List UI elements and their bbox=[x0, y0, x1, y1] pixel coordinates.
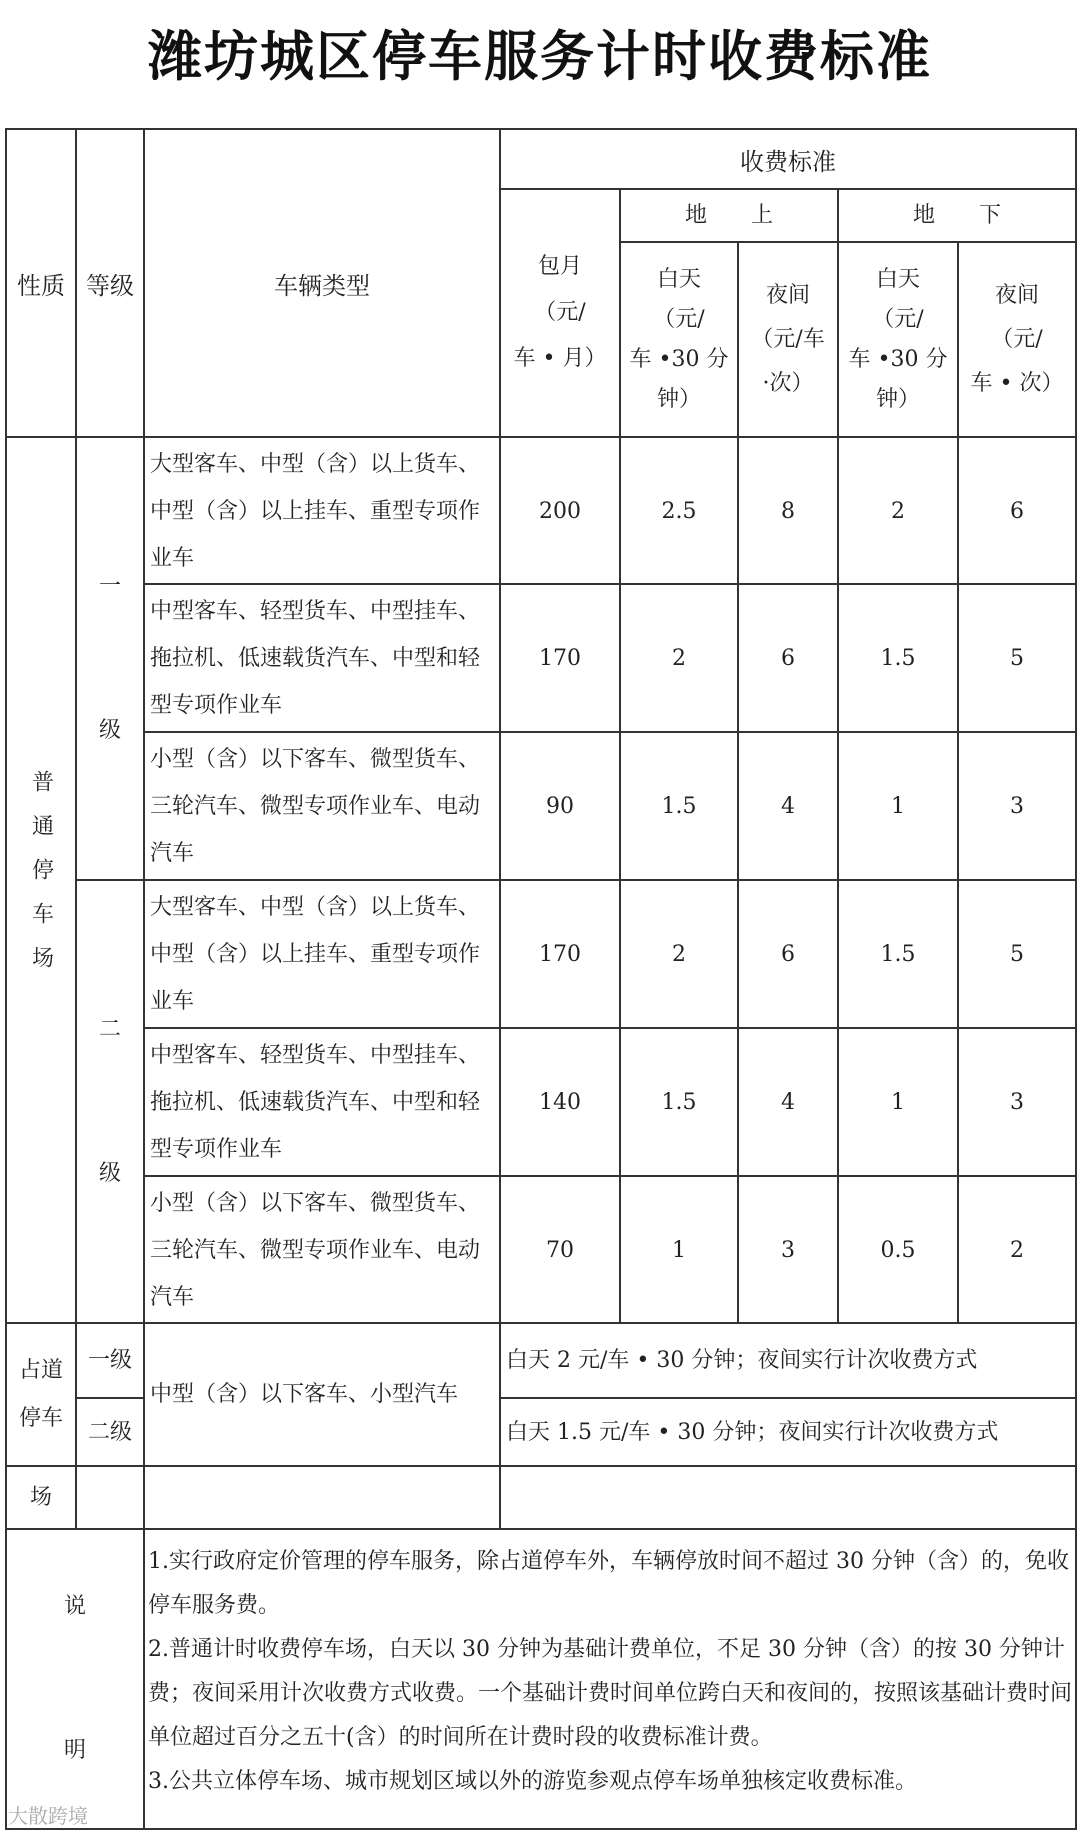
row-above-ground-day-fee: 2 bbox=[672, 645, 686, 671]
row-underground-night-fee: 5 bbox=[1010, 645, 1024, 671]
row-underground-day-fee: 1.5 bbox=[880, 941, 916, 967]
row-vehicle-type: 中型客车、轻型货车、中型挂车、拖拉机、低速载货汽车、中型和轻型专项作业车 bbox=[150, 598, 481, 718]
street-parking-label-suffix: 场 bbox=[29, 1485, 52, 1510]
note-item-3: 3.公共立体停车场、城市规划区域以外的游览参观点停车场单独核定收费标准。 bbox=[148, 1769, 917, 1794]
row-above-ground-night-fee: 8 bbox=[781, 498, 795, 524]
note-item-2: 2.普通计时收费停车场，白天以 30 分钟为基础计费单位，不足 30 分钟（含）的按 30 分钟计费；夜间采用计次收费方式收费。一个基础计费时间单位跨白天和夜间的，按照该基础计费时间单位超过百分之五十(含）的时间所在计费时段的收费标准计费。 bbox=[148, 1637, 1073, 1750]
grade-one-label: 一 级 bbox=[98, 573, 121, 743]
street-vehicle-type: 中型（含）以下客车、小型汽车 bbox=[150, 1382, 459, 1407]
header-vehicle-type: 车辆类型 bbox=[274, 271, 370, 300]
header-underground: 地 下 bbox=[912, 203, 1001, 228]
header-ug-night: 夜间 （元/ 车 • 次） bbox=[970, 282, 1064, 396]
row-above-ground-day-fee: 1 bbox=[672, 1237, 686, 1263]
street-grade-two: 二级 bbox=[87, 1419, 132, 1445]
document-title: 潍坊城区停车服务计时收费标准 bbox=[148, 25, 932, 88]
row-vehicle-type: 大型客车、中型（含）以上货车、中型（含）以上挂车、重型专项作业车 bbox=[150, 451, 481, 571]
street-fee-grade-two: 白天 1.5 元/车 • 30 分钟；夜间实行计次收费方式 bbox=[506, 1419, 999, 1445]
row-underground-night-fee: 6 bbox=[1010, 498, 1024, 524]
row-monthly-fee: 90 bbox=[546, 793, 574, 819]
row-underground-night-fee: 3 bbox=[1010, 1089, 1024, 1115]
row-vehicle-type: 小型（含）以下客车、微型货车、三轮汽车、微型专项作业车、电动汽车 bbox=[150, 746, 481, 866]
ordinary-parking-label: 普通停车场 bbox=[28, 770, 54, 990]
row-above-ground-day-fee: 2 bbox=[672, 941, 686, 967]
row-monthly-fee: 170 bbox=[539, 941, 581, 967]
row-above-ground-day-fee: 1.5 bbox=[661, 1089, 697, 1115]
header-above-ground: 地 上 bbox=[684, 203, 773, 228]
row-monthly-fee: 200 bbox=[539, 498, 581, 524]
row-underground-day-fee: 1 bbox=[891, 793, 905, 819]
row-underground-day-fee: 0.5 bbox=[880, 1237, 916, 1263]
row-above-ground-night-fee: 3 bbox=[781, 1237, 795, 1263]
notes-list bbox=[146, 1540, 1076, 1804]
row-above-ground-day-fee: 1.5 bbox=[661, 793, 697, 819]
row-above-ground-day-fee: 2.5 bbox=[661, 498, 697, 524]
row-underground-night-fee: 3 bbox=[1010, 793, 1024, 819]
row-above-ground-night-fee: 4 bbox=[781, 793, 795, 819]
row-monthly-fee: 140 bbox=[539, 1089, 581, 1115]
header-grade: 等级 bbox=[86, 271, 134, 300]
street-fee-grade-one: 白天 2 元/车 • 30 分钟；夜间实行计次收费方式 bbox=[506, 1348, 978, 1373]
row-vehicle-type: 大型客车、中型（含）以上货车、中型（含）以上挂车、重型专项作业车 bbox=[150, 894, 481, 1014]
row-monthly-fee: 170 bbox=[539, 645, 581, 671]
grade-two-label: 二 级 bbox=[98, 1016, 121, 1186]
header-ag-night: 夜间 （元/车 ·次） bbox=[751, 282, 825, 396]
row-underground-day-fee: 1.5 bbox=[880, 645, 916, 671]
header-monthly: 包月 （元/ 车 • 月） bbox=[513, 254, 607, 371]
row-underground-day-fee: 1 bbox=[891, 1089, 905, 1115]
row-above-ground-night-fee: 6 bbox=[781, 645, 795, 671]
row-vehicle-type: 中型客车、轻型货车、中型挂车、拖拉机、低速载货汽车、中型和轻型专项作业车 bbox=[150, 1042, 481, 1162]
notes-label: 说 明 bbox=[63, 1594, 86, 1763]
row-underground-day-fee: 2 bbox=[891, 498, 905, 524]
header-fee-standard: 收费标准 bbox=[740, 147, 836, 176]
row-above-ground-night-fee: 4 bbox=[781, 1089, 795, 1115]
row-underground-night-fee: 5 bbox=[1010, 941, 1024, 967]
header-nature: 性质 bbox=[17, 271, 65, 300]
row-underground-night-fee: 2 bbox=[1010, 1237, 1024, 1263]
row-monthly-fee: 70 bbox=[546, 1237, 574, 1263]
header-ug-day: 白天 （元/ 车 •30 分 钟） bbox=[848, 266, 948, 412]
street-grade-one: 一级 bbox=[87, 1348, 132, 1373]
row-above-ground-night-fee: 6 bbox=[781, 941, 795, 967]
street-parking-label: 占道 停车 bbox=[18, 1357, 63, 1431]
row-vehicle-type: 小型（含）以下客车、微型货车、三轮汽车、微型专项作业车、电动汽车 bbox=[150, 1190, 481, 1310]
note-item-1: 1.实行政府定价管理的停车服务，除占道停车外，车辆停放时间不超过 30 分钟（含）的，免收停车服务费。 bbox=[148, 1549, 1069, 1618]
watermark: 大散跨境 bbox=[8, 1804, 88, 1828]
header-ag-day: 白天 （元/ 车 •30 分 钟） bbox=[629, 266, 729, 412]
